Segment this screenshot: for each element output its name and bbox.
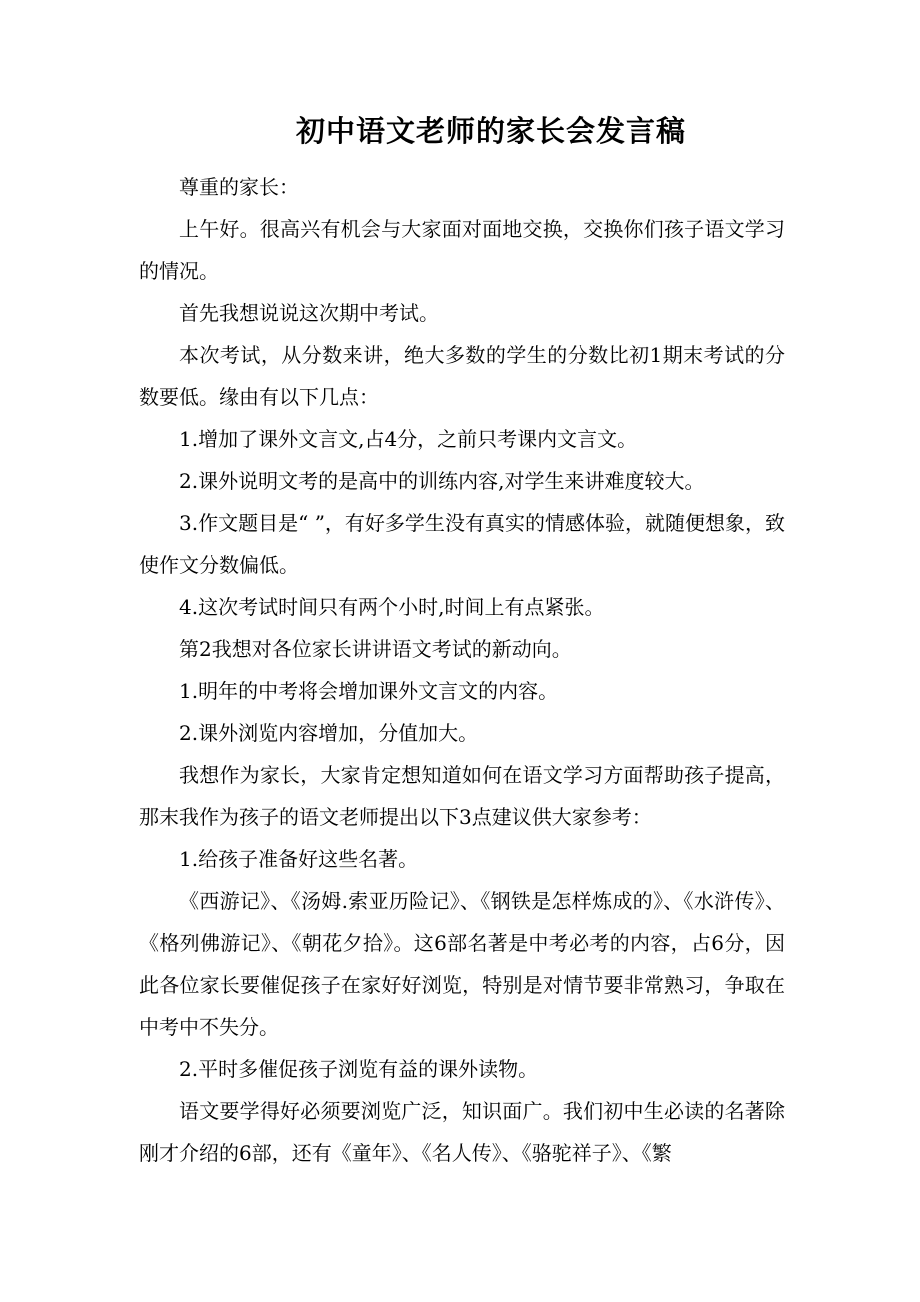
paragraph-salutation: 尊重的家长： xyxy=(179,175,299,199)
paragraph-trend-1: 1.明年的中考将会增加课外文言文的内容。 xyxy=(179,679,559,703)
paragraph-suggestion-2: 2.平时多催促孩子浏览有益的课外读物。 xyxy=(179,1057,539,1081)
document-title: 初中语文老师的家长会发言稿 xyxy=(295,114,686,148)
paragraph-reason-4: 4.这次考试时间只有两个小时,时间上有点紧张。 xyxy=(179,595,605,619)
paragraph-suggestions-intro: 我想作为家长，大家肯定想知道如何在语文学习方面帮助孩子提高，那末我作为孩子的语文老师提出以下3点建议供大家参考： xyxy=(139,763,785,829)
paragraph-book-list: 《西游记》、《汤姆.索亚历险记》、《钢铁是怎样炼成的》、《水浒传》、《格列佛游记》、《朝花夕拾》。这6部名著是中考必考的内容，占6分，因此各位家长要催促孩子在家好好浏览，特别是对情节要非常熟习，争取在中考中不失分。 xyxy=(139,889,785,1039)
paragraph-reason-2: 2.课外说明文考的是高中的训练内容,对学生来讲难度较大。 xyxy=(179,469,705,493)
paragraph-exam-intro: 首先我想说说这次期中考试。 xyxy=(179,301,439,325)
paragraph-reason-1: 1.增加了课外文言文,占4分，之前只考课内文言文。 xyxy=(179,427,638,451)
paragraph-exam-scores: 本次考试，从分数来讲，绝大多数的学生的分数比初1期末考试的分数要低。缘由有以下几点： xyxy=(139,343,785,409)
paragraph-trend-2: 2.课外浏览内容增加，分值加大。 xyxy=(179,721,479,745)
document-body xyxy=(139,166,785,1174)
paragraph-new-trends: 第2我想对各位家长讲讲语文考试的新动向。 xyxy=(179,637,572,661)
paragraph-greeting: 上午好。很高兴有机会与大家面对面地交换，交换你们孩子语文学习的情况。 xyxy=(139,217,785,283)
paragraph-suggestion-1: 1.给孩子准备好这些名著。 xyxy=(179,847,419,871)
paragraph-reading-advice: 语文要学得好必须要浏览广泛，知识面广。我们初中生必读的名著除刚才介绍的6部，还有《童年》、《名人传》、《骆驼祥子》、《繁 xyxy=(139,1099,785,1165)
paragraph-reason-3: 3.作文题目是“ ”，有好多学生没有真实的情感体验，就随便想象，致使作文分数偏低。 xyxy=(139,511,785,577)
